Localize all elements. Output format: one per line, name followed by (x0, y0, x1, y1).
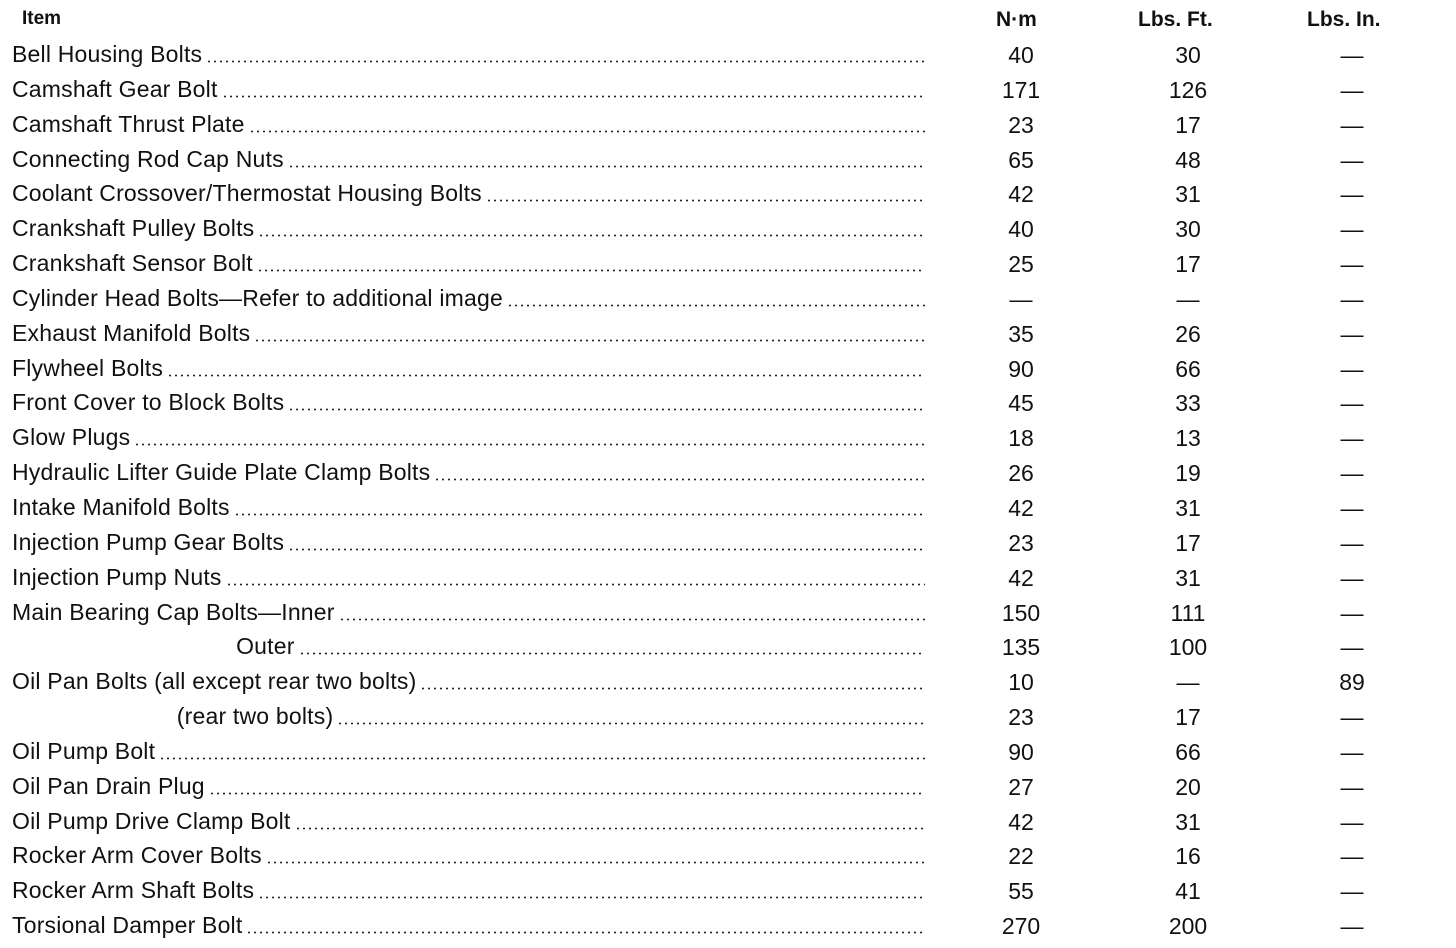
item-label: Rocker Arm Shaft Bolts (12, 877, 258, 904)
table-row (0, 837, 1456, 872)
dot-leader (167, 374, 925, 377)
nm-value: 42 (1008, 181, 1034, 208)
dot-leader (249, 130, 925, 133)
dot-leader (288, 408, 925, 411)
dot-leader (434, 478, 925, 481)
lbs-in-value: — (1340, 355, 1364, 382)
nm-value: 42 (1008, 808, 1034, 835)
item-cell (12, 702, 925, 730)
item-cell (12, 354, 925, 382)
lbs-in-value: — (1340, 564, 1364, 591)
item-cell (12, 319, 925, 347)
lbs-in-value: — (1340, 808, 1364, 835)
table-row (0, 663, 1456, 698)
nm-value: 270 (1001, 913, 1041, 940)
lbs-ft-value: 31 (1175, 181, 1201, 208)
item-label: Main Bearing Cap Bolts—Inner (12, 599, 339, 626)
lbs-in-value: — (1340, 320, 1364, 347)
nm-value: 26 (1008, 460, 1034, 487)
item-label: Camshaft Gear Bolt (12, 76, 222, 103)
lbs-ft-value: 31 (1175, 564, 1201, 591)
lbs-ft-value: — (1176, 285, 1200, 312)
item-label: Cylinder Head Bolts—Refer to additional image (12, 285, 507, 312)
table-row (0, 350, 1456, 385)
table-row (0, 419, 1456, 454)
nm-value: 10 (1008, 669, 1034, 696)
dot-leader (159, 757, 925, 760)
item-label: Oil Pump Bolt (12, 738, 159, 765)
lbs-in-value: — (1340, 251, 1364, 278)
table-body (0, 36, 1456, 942)
lbs-in-value: — (1340, 913, 1364, 940)
column-header-item: Item (22, 8, 62, 29)
item-label: Outer (12, 633, 299, 660)
dot-leader (257, 269, 925, 272)
nm-value: 23 (1008, 704, 1034, 731)
table-row (0, 210, 1456, 245)
nm-value: 35 (1008, 320, 1034, 347)
table-row (0, 907, 1456, 942)
item-label: Oil Pump Drive Clamp Bolt (12, 808, 295, 835)
dot-leader (288, 165, 925, 168)
item-label: Front Cover to Block Bolts (12, 389, 288, 416)
table-row (0, 106, 1456, 141)
dot-leader (420, 687, 925, 690)
dot-leader (226, 583, 925, 586)
lbs-ft-value: 20 (1175, 773, 1201, 800)
nm-value: — (1009, 285, 1033, 312)
lbs-in-value: — (1340, 494, 1364, 521)
nm-value: 90 (1008, 738, 1034, 765)
lbs-ft-value: 66 (1175, 355, 1201, 382)
item-cell (12, 423, 925, 451)
item-label: Injection Pump Gear Bolts (12, 529, 288, 556)
item-cell (12, 528, 925, 556)
lbs-in-value: 89 (1339, 669, 1365, 696)
item-cell (12, 911, 925, 939)
item-label: Camshaft Thrust Plate (12, 111, 249, 138)
item-cell (12, 667, 925, 695)
item-label: Oil Pan Bolts (all except rear two bolts) (12, 668, 420, 695)
dot-leader (246, 931, 925, 934)
lbs-ft-value: 31 (1175, 494, 1201, 521)
lbs-ft-value: 17 (1175, 704, 1201, 731)
column-header-lbs-in: Lbs. In. (1307, 8, 1381, 31)
nm-value: 45 (1008, 390, 1034, 417)
lbs-in-value: — (1340, 76, 1364, 103)
table-header (0, 4, 1456, 36)
lbs-in-value: — (1340, 216, 1364, 243)
dot-leader (507, 304, 925, 307)
dot-leader (339, 618, 925, 621)
item-label: Flywheel Bolts (12, 355, 167, 382)
table-row (0, 384, 1456, 419)
lbs-in-value: — (1340, 843, 1364, 870)
dot-leader (266, 861, 925, 864)
lbs-ft-value: 26 (1175, 320, 1201, 347)
table-row (0, 594, 1456, 629)
dot-leader (486, 199, 925, 202)
lbs-in-value: — (1340, 425, 1364, 452)
item-label: Torsional Damper Bolt (12, 912, 246, 939)
lbs-ft-value: 17 (1175, 111, 1201, 138)
lbs-ft-value: 16 (1175, 843, 1201, 870)
table-row (0, 315, 1456, 350)
nm-value: 55 (1008, 878, 1034, 905)
item-cell (12, 458, 925, 486)
dot-leader (258, 896, 925, 899)
lbs-ft-value: 126 (1168, 76, 1208, 103)
lbs-ft-value: 48 (1175, 146, 1201, 173)
item-cell (12, 388, 925, 416)
lbs-in-value: — (1340, 773, 1364, 800)
item-cell (12, 493, 925, 521)
item-label: Coolant Crossover/Thermostat Housing Bolts (12, 180, 486, 207)
item-cell (12, 563, 925, 591)
item-cell (12, 772, 925, 800)
item-label: Intake Manifold Bolts (12, 494, 234, 521)
item-cell (12, 737, 925, 765)
lbs-ft-value: 66 (1175, 738, 1201, 765)
nm-value: 23 (1008, 111, 1034, 138)
nm-value: 42 (1008, 564, 1034, 591)
item-cell (12, 75, 925, 103)
nm-value: 135 (1001, 634, 1041, 661)
lbs-ft-value: 17 (1175, 529, 1201, 556)
lbs-in-value: — (1340, 42, 1364, 68)
lbs-in-value: — (1340, 704, 1364, 731)
table-row (0, 524, 1456, 559)
lbs-ft-value: 200 (1168, 913, 1208, 940)
item-label: Crankshaft Sensor Bolt (12, 250, 257, 277)
lbs-in-value: — (1340, 878, 1364, 905)
table-row (0, 628, 1456, 663)
dot-leader (299, 652, 925, 655)
lbs-in-value: — (1340, 390, 1364, 417)
item-label: Injection Pump Nuts (12, 564, 226, 591)
dot-leader (206, 60, 925, 63)
item-cell (12, 179, 925, 207)
item-label: (rear two bolts) (12, 703, 337, 730)
lbs-ft-value: 41 (1175, 878, 1201, 905)
item-cell (12, 284, 925, 312)
dot-leader (254, 339, 925, 342)
column-header-nm: N·m (996, 8, 1037, 31)
dot-leader (295, 827, 925, 830)
table-row (0, 698, 1456, 733)
dot-leader (209, 792, 925, 795)
nm-value: 22 (1008, 843, 1034, 870)
item-label: Crankshaft Pulley Bolts (12, 215, 258, 242)
item-label: Exhaust Manifold Bolts (12, 320, 254, 347)
item-cell (12, 807, 925, 835)
table-row (0, 141, 1456, 176)
item-cell (12, 876, 925, 904)
item-label: Hydraulic Lifter Guide Plate Clamp Bolts (12, 459, 434, 486)
nm-value: 42 (1008, 494, 1034, 521)
dot-leader (234, 513, 925, 516)
lbs-ft-value: 31 (1175, 808, 1201, 835)
item-cell (12, 632, 925, 660)
item-cell (12, 110, 925, 138)
lbs-in-value: — (1340, 738, 1364, 765)
lbs-ft-value: 100 (1168, 634, 1208, 661)
dot-leader (222, 95, 925, 98)
nm-value: 40 (1008, 42, 1034, 68)
nm-value: 18 (1008, 425, 1034, 452)
table-row (0, 280, 1456, 315)
lbs-ft-value: 33 (1175, 390, 1201, 417)
lbs-ft-value: 17 (1175, 251, 1201, 278)
table-row (0, 768, 1456, 803)
item-label: Oil Pan Drain Plug (12, 773, 209, 800)
table-row (0, 803, 1456, 838)
lbs-in-value: — (1340, 634, 1364, 661)
lbs-in-value: — (1340, 181, 1364, 208)
nm-value: 90 (1008, 355, 1034, 382)
table-row (0, 559, 1456, 594)
table-row (0, 733, 1456, 768)
dot-leader (288, 548, 925, 551)
nm-value: 150 (1001, 599, 1041, 626)
item-label: Connecting Rod Cap Nuts (12, 146, 288, 173)
lbs-ft-value: 19 (1175, 460, 1201, 487)
nm-value: 23 (1008, 529, 1034, 556)
table-row (0, 454, 1456, 489)
nm-value: 25 (1008, 251, 1034, 278)
lbs-ft-value: 111 (1170, 599, 1206, 626)
column-header-lbs-ft: Lbs. Ft. (1138, 8, 1213, 31)
lbs-ft-value: 30 (1175, 216, 1201, 243)
item-label: Bell Housing Bolts (12, 41, 206, 68)
table-row (0, 245, 1456, 280)
nm-value: 27 (1008, 773, 1034, 800)
table-row (0, 872, 1456, 907)
item-label: Glow Plugs (12, 424, 134, 451)
lbs-in-value: — (1340, 599, 1364, 626)
item-cell (12, 40, 925, 68)
table-row (0, 489, 1456, 524)
lbs-in-value: — (1340, 529, 1364, 556)
table-row (0, 175, 1456, 210)
item-cell (12, 145, 925, 173)
table-row (0, 71, 1456, 106)
item-cell (12, 598, 925, 626)
lbs-ft-value: 13 (1175, 425, 1201, 452)
dot-leader (258, 234, 925, 237)
table-row (0, 36, 1456, 71)
lbs-ft-value: 30 (1175, 42, 1201, 68)
lbs-in-value: — (1340, 111, 1364, 138)
item-label: Rocker Arm Cover Bolts (12, 842, 266, 869)
item-cell (12, 249, 925, 277)
lbs-in-value: — (1340, 146, 1364, 173)
dot-leader (134, 443, 925, 446)
lbs-ft-value: — (1176, 669, 1200, 696)
nm-value: 171 (1001, 76, 1041, 103)
item-cell (12, 841, 925, 869)
item-cell (12, 214, 925, 242)
lbs-in-value: — (1340, 285, 1364, 312)
nm-value: 40 (1008, 216, 1034, 243)
nm-value: 65 (1008, 146, 1034, 173)
dot-leader (337, 722, 925, 725)
lbs-in-value: — (1340, 460, 1364, 487)
